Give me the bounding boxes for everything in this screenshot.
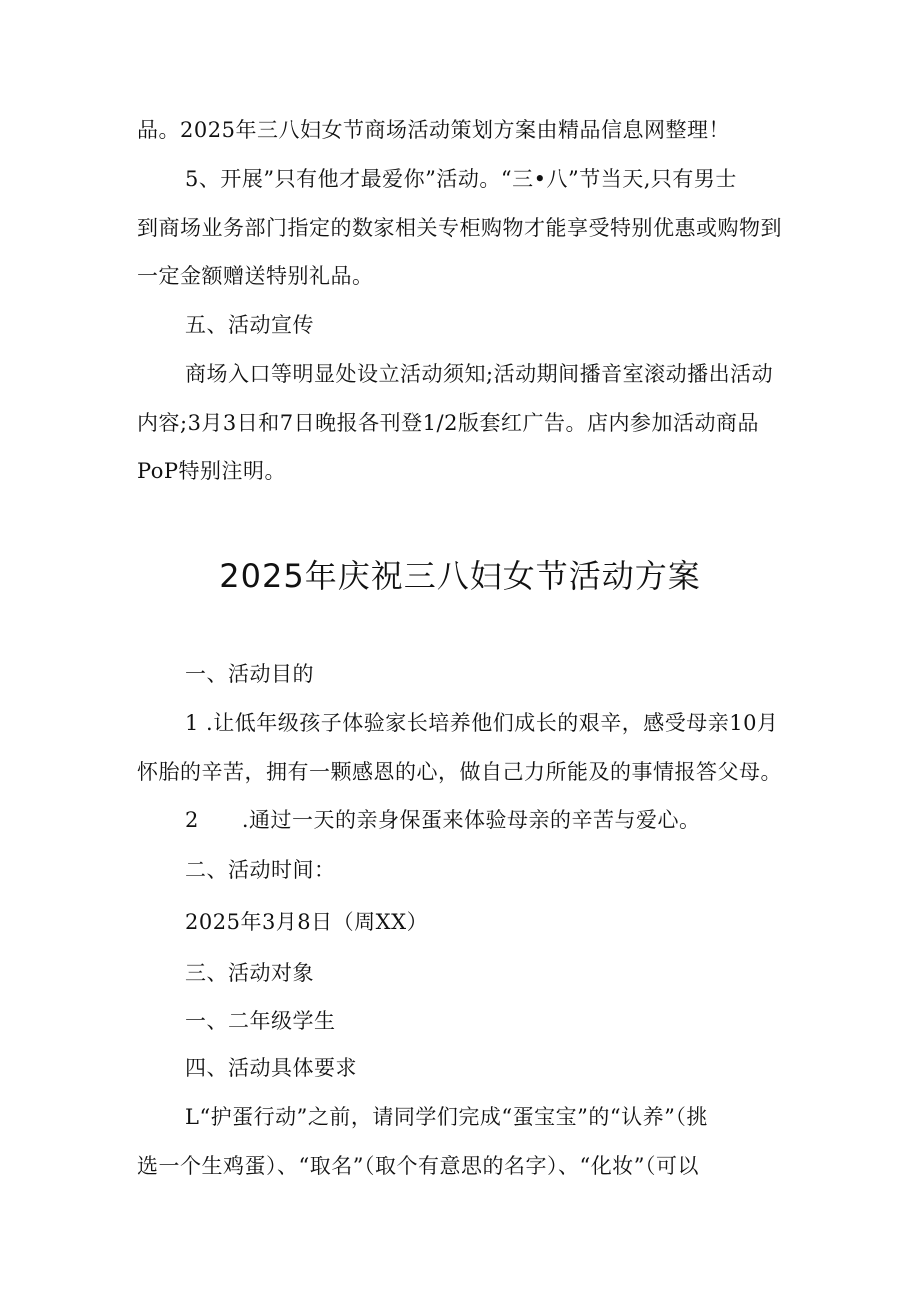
item-5-line: 5、开展”只有他才最爱你”活动。“三•八”节当天,只有男士 [185, 167, 737, 191]
text-line: PoP特别注明。 [137, 459, 287, 483]
section-heading: 四、活动具体要求 [185, 1056, 357, 1080]
document-title: 2025年庆祝三八妇女节活动方案 [219, 557, 701, 595]
text-line: 怀胎的辛苦，拥有一颗感恩的心，做自己力所能及的事情报答父母。 [137, 760, 782, 784]
text-line: 内容;3月3日和7日晚报各刊登1/2版套红广告。店内参加活动商品 [137, 411, 759, 435]
section-heading: 二、活动时间： [185, 858, 336, 882]
section-heading: 一、活动目的 [185, 662, 314, 686]
text-line: 商场入口等明显处设立活动须知;活动期间播音室滚动播出活动 [185, 362, 774, 386]
text-line: 选一个生鸡蛋）、“取名”（取个有意思的名字）、“化妆”（可以 [137, 1154, 699, 1178]
list-item: 1 .让低年级孩子体验家长培养他们成长的艰辛，感受母亲10月 [185, 711, 779, 735]
text-line: L“护蛋行动”之前，请同学们完成“蛋宝宝”的“认养”（挑 [185, 1105, 708, 1129]
text-line: 品。2025年三八妇女节商场活动策划方案由精品信息网整理！ [137, 118, 730, 142]
section-heading: 五、活动宣传 [185, 313, 314, 337]
date-text: 2025年3月8日（周XX） [185, 910, 429, 934]
text-line: 到商场业务部门指定的数家相关专柜购物才能享受特别优惠或购物到 [137, 216, 782, 240]
text-line: 一、二年级学生 [185, 1009, 336, 1033]
section-heading: 三、活动对象 [185, 961, 314, 985]
list-item: 2 .通过一天的亲身保蛋来体验母亲的辛苦与爱心。 [185, 808, 701, 832]
text-line: 一定金额赠送特别礼品。 [137, 264, 374, 288]
